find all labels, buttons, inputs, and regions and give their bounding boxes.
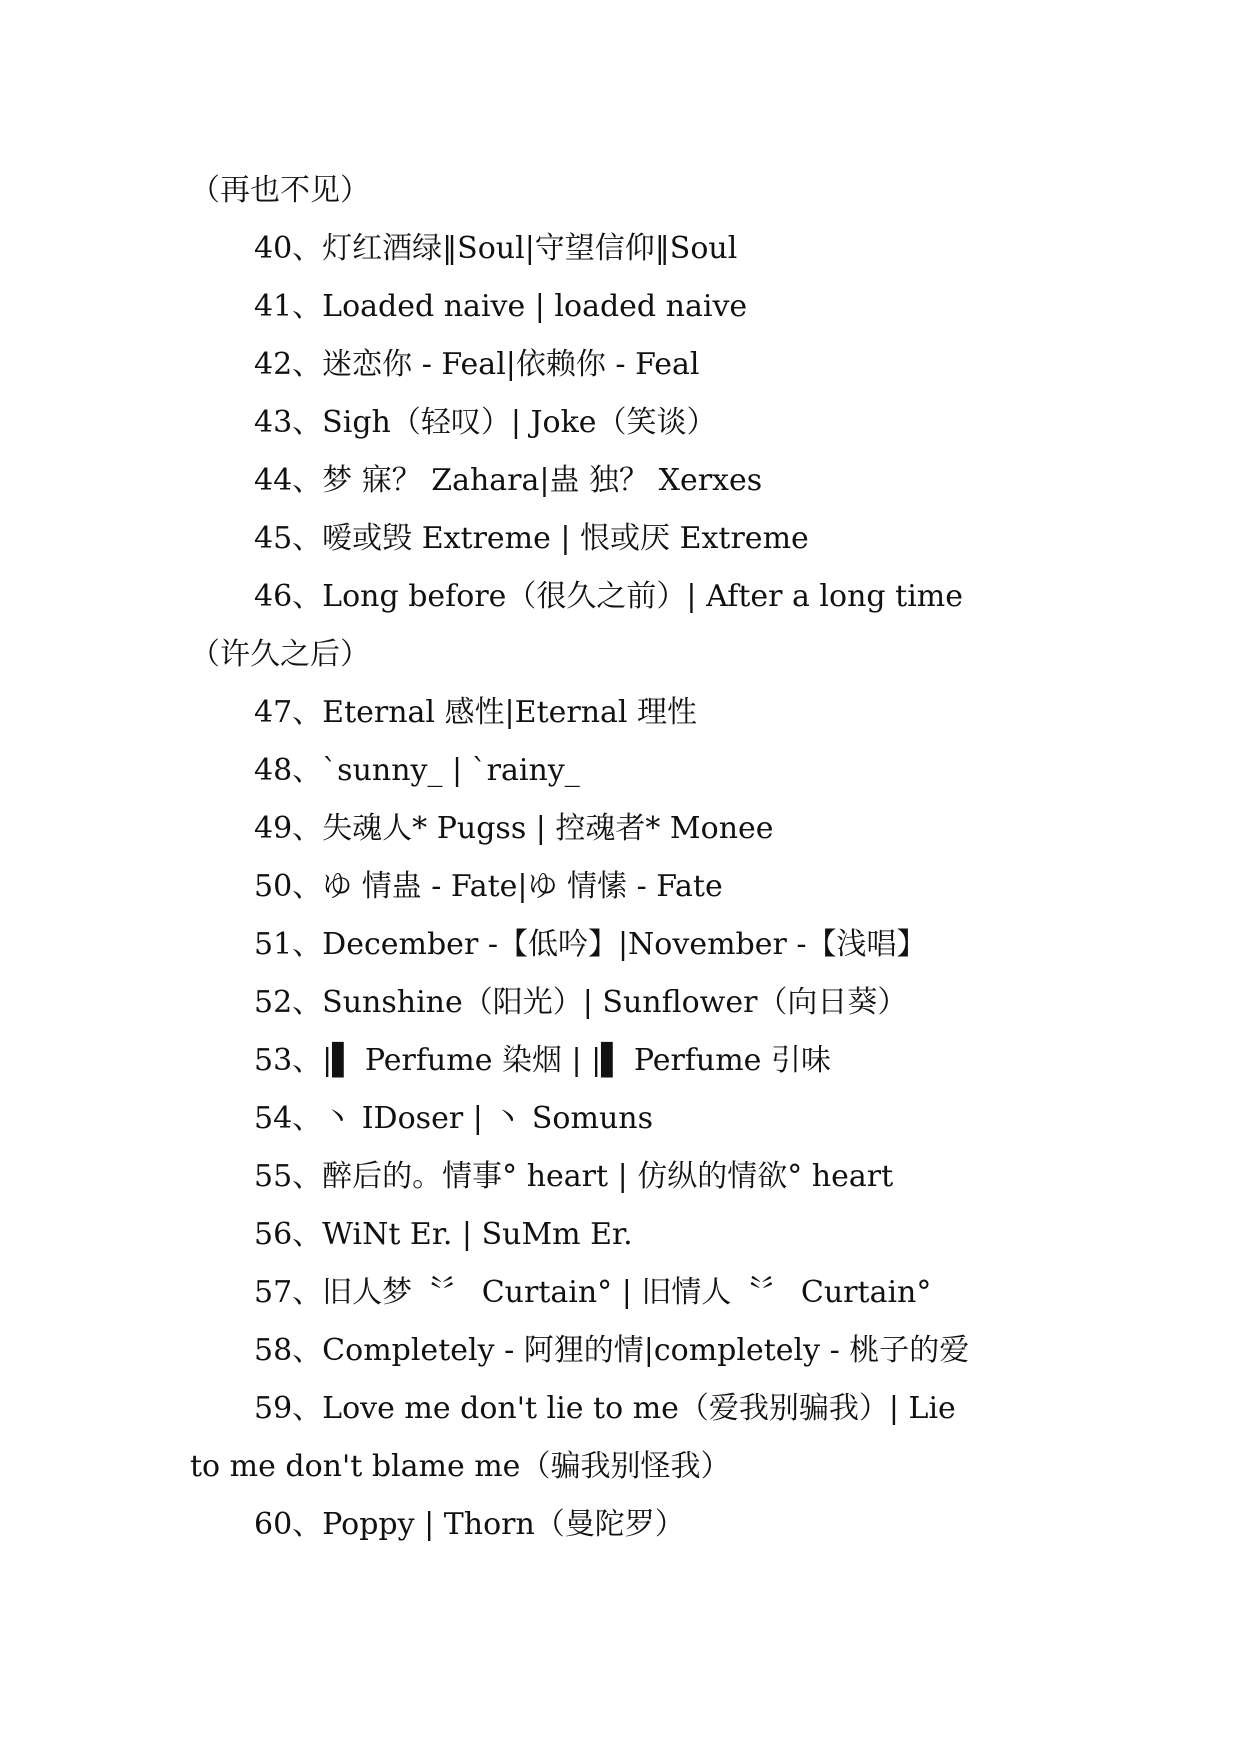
document-body (190, 162, 1060, 1554)
text-line: 49、失魂人* Pugss | 控魂者* Monee (254, 811, 774, 846)
text-line: 40、灯红酒绿‖Soul|守望信仰‖Soul (254, 231, 738, 266)
text-line: 42、迷恋你 - Feal|依赖你 - Feal (254, 347, 700, 382)
text-line: 54、丶 IDoser | 丶 Somuns (254, 1101, 653, 1136)
text-line: 43、Sigh（轻叹）| Joke（笑谈） (254, 405, 717, 440)
text-line: 48、`sunny_ | `rainy_ (254, 753, 580, 788)
text-line: 51、December -【低吟】|November -【浅唱】 (254, 927, 927, 962)
text-line: （再也不见） (190, 173, 370, 208)
text-line: 47、Eternal 感性|Eternal 理性 (254, 695, 698, 730)
text-line: 59、Love me don't lie to me（爱我别骗我）| Lie (254, 1391, 956, 1426)
text-line: 57、旧人梦〝〞 Curtain° | 旧情人〝〞 Curtain° (254, 1275, 932, 1310)
text-line: 50、ゆ 情蛊 - Fate|ゆ 情愫 - Fate (254, 869, 723, 904)
text-line: 45、嗳或毁 Extreme | 恨或厌 Extreme (254, 521, 809, 556)
text-line: 41、Loaded naive | loaded naive (254, 289, 748, 324)
text-line: 58、Completely - 阿狸的情|completely - 桃子的爱 (254, 1333, 970, 1368)
text-line: 60、Poppy | Thorn（曼陀罗） (254, 1507, 685, 1542)
text-line: 44、梦 寐？ Zahara|蛊 独？ Xerxes (254, 463, 763, 498)
text-line: （许久之后） (190, 637, 370, 672)
text-line: 56、WiNt Er. | SuMm Er. (254, 1217, 633, 1252)
text-line: 53、|▌ Perfume 染烟 | |▌ Perfume 引味 (254, 1043, 831, 1078)
text-line: 55、醉后的。情事° heart | 仿纵的情欲° heart (254, 1159, 894, 1194)
text-line: 52、Sunshine（阳光）| Sunflower（向日葵） (254, 985, 908, 1020)
text-line: 46、Long before（很久之前）| After a long time (254, 579, 963, 614)
text-line: to me don't blame me（骗我别怪我） (190, 1449, 731, 1484)
